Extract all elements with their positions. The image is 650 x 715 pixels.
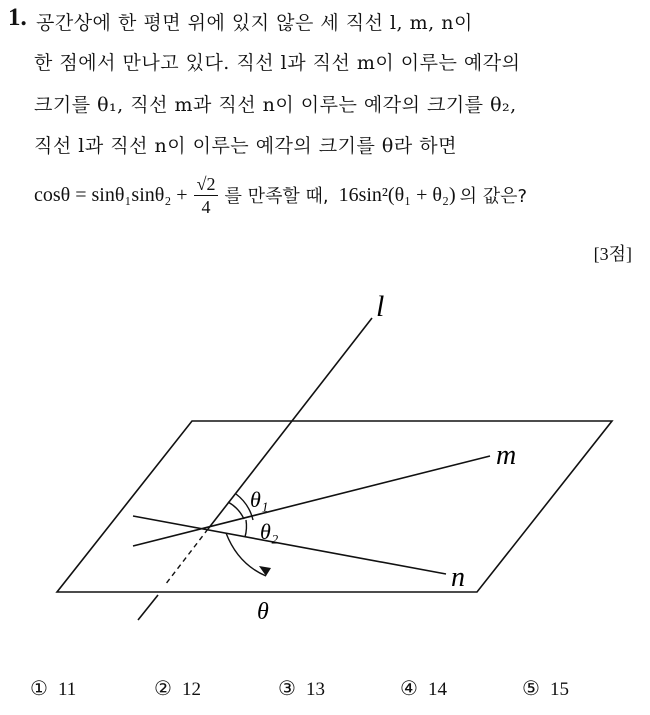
question-line-4: 직선 l과 직선 n이 이루는 예각의 크기를 θ라 하면 [34,135,457,157]
label-theta1: θ₁ [250,487,269,512]
formula-expression: 16sin²(θ₁ + θ₂) [338,183,456,206]
choice-value: 11 [57,679,77,700]
choice-1[interactable] [30,676,76,701]
formula-condition-text: 를 만족할 때, [224,186,329,207]
choice-value: 15 [549,679,569,700]
fraction [194,173,219,218]
choice-mark: ② [154,676,172,700]
choice-value: 12 [181,679,201,700]
choice-4[interactable] [400,676,447,701]
choice-value: 14 [427,679,447,700]
line-l-upper [208,318,372,529]
label-m: m [496,440,517,471]
formula-lhs: cosθ = sinθ₁sinθ₂ + [34,183,188,206]
choice-value: 13 [305,679,325,700]
choice-mark: ③ [278,676,296,700]
line-l-hidden [165,529,208,585]
points-label: [3점] [593,244,632,264]
label-theta2: θ₂ [260,519,279,544]
fraction-denominator: 4 [201,196,211,217]
label-n: n [451,562,465,593]
choice-5[interactable] [522,676,569,701]
formula-question-text: 의 값은? [459,186,528,207]
arrowhead-icon [259,566,271,576]
choice-3[interactable] [278,676,325,701]
choice-mark: ⑤ [522,676,540,700]
geometry-figure [0,280,650,625]
question-line-2: 한 점에서 만나고 있다. 직선 l과 직선 m이 이루는 예각의 [34,52,521,74]
question-line-1: 공간상에 한 평면 위에 있지 않은 세 직선 l, m, n이 [36,12,473,34]
question-line-3: 크기를 θ₁, 직선 m과 직선 n이 이루는 예각의 크기를 θ₂, [34,94,517,116]
arc-theta2 [245,520,246,537]
choice-mark: ① [30,676,48,700]
line-m [133,456,490,546]
fraction-numerator: √2 [194,173,219,196]
choice-mark: ④ [400,676,418,700]
choice-2[interactable] [154,676,201,701]
condition-formula [34,166,527,224]
line-l-lower [138,595,158,620]
label-l: l [376,290,385,323]
label-theta: θ [257,599,269,625]
plane [57,421,612,592]
question-number: 1. [8,4,27,31]
arc-theta1 [228,502,244,519]
